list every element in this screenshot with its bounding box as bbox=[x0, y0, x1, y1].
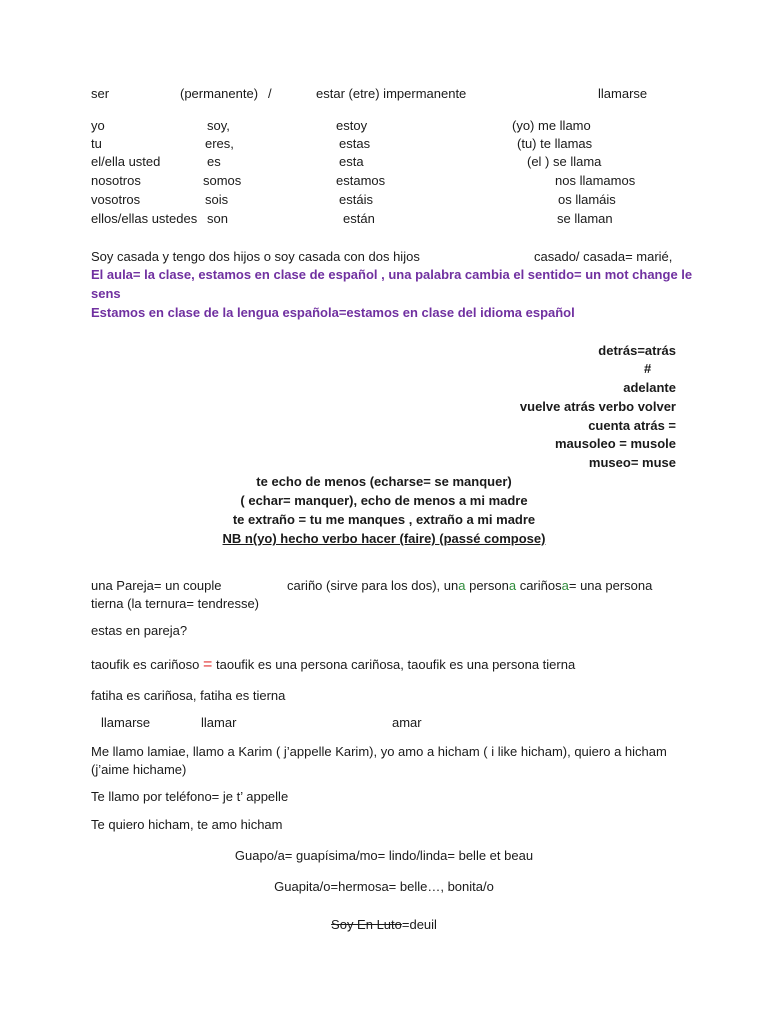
estar-yo: estoy bbox=[336, 118, 368, 133]
ser-yo: soy, bbox=[207, 118, 230, 133]
llamarse-vosotros: os llamáis bbox=[558, 192, 616, 207]
header-ser: ser bbox=[91, 86, 110, 101]
pareja-text-e: cariños bbox=[516, 578, 562, 593]
luto-struck: Soy En Luto bbox=[331, 917, 402, 932]
verb-llamar: llamar bbox=[201, 715, 237, 730]
pronoun-yo: yo bbox=[91, 118, 105, 133]
pronoun-vosotros: vosotros bbox=[91, 192, 141, 207]
estar-tu: estas bbox=[339, 136, 371, 151]
right-line-museo: museo= muse bbox=[588, 455, 676, 470]
quiero-line: Te quiero hicham, te amo hicham bbox=[91, 817, 283, 832]
fatiha-line: fatiha es cariñosa, fatiha es tierna bbox=[91, 688, 286, 703]
estar-nosotros: estamos bbox=[336, 173, 386, 188]
ser-ellos: son bbox=[207, 211, 228, 226]
ser-nosotros: somos bbox=[203, 173, 242, 188]
guapita-line: Guapita/o=hermosa= belle…, bonita/o bbox=[274, 879, 494, 894]
center-line-1: te echo de menos (echarse= se manquer) bbox=[256, 474, 512, 489]
casada-sentence: Soy casada y tengo dos hijos o soy casada con dos hijos bbox=[91, 249, 420, 264]
center-line-2: ( echar= manquer), echo de menos a mi madre bbox=[240, 493, 528, 508]
taoufik-equals: = bbox=[203, 656, 213, 673]
estar-vosotros: estáis bbox=[339, 192, 373, 207]
pronoun-ellos: ellos/ellas ustedes bbox=[91, 211, 198, 226]
llamarse-tu: (tu) te llamas bbox=[517, 136, 593, 151]
header-permanente: (permanente) bbox=[180, 86, 259, 101]
center-line-4: NB n(yo) hecho verbo hacer (faire) (passé compose) bbox=[222, 531, 546, 546]
purple-line-1: El aula= la clase, estamos en clase de español , una palabra cambia el sentido= un mot change le bbox=[91, 267, 693, 282]
taoufik-line bbox=[91, 656, 575, 674]
luto-rest: =deuil bbox=[401, 917, 437, 932]
pronoun-tu: tu bbox=[91, 136, 102, 151]
pareja-text-c: person bbox=[465, 578, 509, 593]
pareja-text-a: cariño (sirve para los dos), un bbox=[287, 578, 459, 593]
lamiae-line-1: Me llamo lamiae, llamo a Karim ( j’appelle Karim), yo amo a hicham ( i like hicham), quiero a hicham bbox=[91, 744, 667, 759]
casada-translation: casado/ casada= marié, bbox=[534, 249, 673, 264]
taoufik-b: taoufik es una persona cariñosa, taoufik es una persona tierna bbox=[216, 657, 576, 672]
ser-vosotros: sois bbox=[205, 192, 229, 207]
right-line-vuelve: vuelve atrás verbo volver bbox=[519, 399, 676, 414]
llamarse-el: (el ) se llama bbox=[527, 154, 602, 169]
header-slash: / bbox=[268, 86, 272, 101]
llamarse-ellos: se llaman bbox=[557, 211, 613, 226]
luto-line bbox=[0, 916, 768, 934]
purple-line-3: Estamos en clase de la lengua española=estamos en clase del idioma español bbox=[91, 305, 575, 320]
lamiae-line-2: (j’aime hichame) bbox=[91, 762, 187, 777]
right-line-adelante: adelante bbox=[623, 380, 676, 395]
pronoun-nosotros: nosotros bbox=[91, 173, 141, 188]
telefono-line: Te llamo por teléfono= je t’ appelle bbox=[91, 789, 289, 804]
pareja-text-g: = una persona bbox=[568, 578, 653, 593]
right-line-cuenta: cuenta atrás = bbox=[588, 418, 676, 433]
estar-ellos: están bbox=[343, 211, 375, 226]
pareja-green-a2: a bbox=[508, 578, 517, 593]
pareja-left: una Pareja= un couple bbox=[91, 578, 222, 593]
verb-amar: amar bbox=[392, 715, 422, 730]
ser-tu: eres, bbox=[205, 136, 234, 151]
pareja-green-a1: a bbox=[458, 578, 466, 593]
right-line-detras: detrás=atrás bbox=[598, 343, 676, 358]
verb-llamarse: llamarse bbox=[101, 715, 151, 730]
pareja-line-2: tierna (la ternura= tendresse) bbox=[91, 596, 260, 611]
purple-line-2: sens bbox=[91, 286, 121, 301]
estas-en-pareja: estas en pareja? bbox=[91, 623, 188, 638]
ser-el: es bbox=[207, 154, 221, 169]
pronoun-el: el/ella usted bbox=[91, 154, 161, 169]
llamarse-yo: (yo) me llamo bbox=[512, 118, 591, 133]
pareja-mid bbox=[287, 577, 652, 595]
estar-el: esta bbox=[339, 154, 364, 169]
right-line-mausoleo: mausoleo = musole bbox=[554, 436, 676, 451]
right-line-hash: # bbox=[644, 361, 652, 376]
guapo-line: Guapo/a= guapísima/mo= lindo/linda= belle et beau bbox=[234, 848, 534, 863]
pareja-green-a3: a bbox=[561, 578, 569, 593]
header-llamarse: llamarse bbox=[598, 86, 648, 101]
center-line-3: te extraño = tu me manques , extraño a mi madre bbox=[232, 512, 536, 527]
llamarse-nosotros: nos llamamos bbox=[555, 173, 636, 188]
header-estar: estar (etre) impermanente bbox=[316, 86, 467, 101]
taoufik-a: taoufik es cariñoso bbox=[91, 657, 200, 672]
